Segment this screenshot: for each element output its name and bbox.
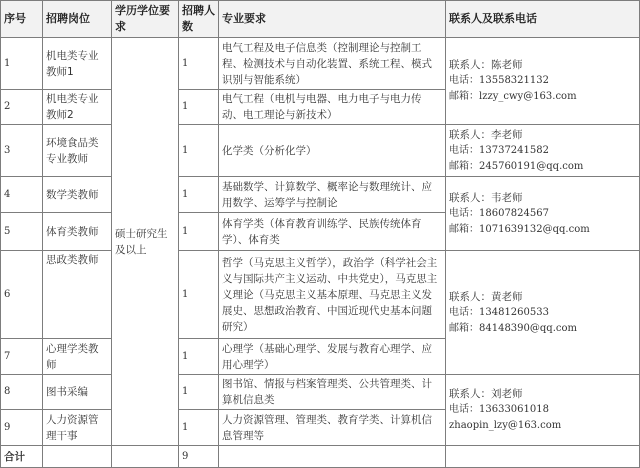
row-major: 心理学（基础心理学、发展与教育心理学、应用心理学） xyxy=(219,339,446,375)
table-row xyxy=(1,125,640,177)
row-count: 1 xyxy=(179,213,219,251)
total-empty-degree xyxy=(112,446,179,468)
row-index: 2 xyxy=(1,90,43,125)
header-contact: 联系人及联系电话 xyxy=(446,1,640,38)
row-major: 图书馆、情报与档案管理类、公共管理类、计算机信息类 xyxy=(219,375,446,410)
row-major: 电气工程及电子信息类（控制理论与控制工程、检测技术与自动化装置、系统工程、模式识别与智能系统） xyxy=(219,38,446,90)
contact-cell xyxy=(446,177,640,251)
header-row xyxy=(1,1,640,38)
row-index: 6 xyxy=(1,251,43,339)
row-major: 基础数学、计算数学、概率论与数理统计、应用数学、运筹学与控制论 xyxy=(219,177,446,213)
contact-name: 联系人：黄老师 xyxy=(449,290,523,303)
header-major: 专业要求 xyxy=(219,1,446,38)
contact-phone: 电话：13737241582 xyxy=(449,144,549,156)
row-count: 1 xyxy=(179,251,219,339)
row-position: 图书采编 xyxy=(43,375,112,410)
row-count: 1 xyxy=(179,375,219,410)
row-index: 3 xyxy=(1,125,43,177)
row-major: 体育学类（体育教育训练学、民族传统体育学）、体育类 xyxy=(219,213,446,251)
contact-phone: 电话：18607824567 xyxy=(449,207,549,219)
row-major: 哲学（马克思主义哲学），政治学（科学社会主义与国际共产主义运动、中共党史），马克思主义理论（马克思主义基本原理、马克思主义发展史、思想政治教育、中国近现代史基本问题研究） xyxy=(219,251,446,339)
total-empty-contact xyxy=(446,446,640,468)
row-index: 9 xyxy=(1,410,43,446)
table-row xyxy=(1,177,640,213)
row-index: 5 xyxy=(1,213,43,251)
row-position: 思政类教师 xyxy=(43,251,112,339)
contact-cell xyxy=(446,38,640,125)
total-label: 合计 xyxy=(1,446,43,468)
total-count: 9 xyxy=(179,446,219,468)
contact-phone: 电话：13558321132 xyxy=(449,75,549,86)
row-position: 体育类教师 xyxy=(43,213,112,251)
table-row xyxy=(1,375,640,410)
row-count: 1 xyxy=(179,339,219,375)
total-empty-position xyxy=(43,446,112,468)
row-index: 7 xyxy=(1,339,43,375)
row-position: 人力资源管理干事 xyxy=(43,410,112,446)
row-index: 1 xyxy=(1,38,43,90)
contact-phone: 电话：13633061018 xyxy=(449,404,549,415)
contact-cell xyxy=(446,125,640,177)
contact-email: 邮箱：84148390@qq.com xyxy=(449,322,577,334)
contact-cell xyxy=(446,375,640,446)
row-index: 8 xyxy=(1,375,43,410)
degree-requirement: 硕士研究生及以上 xyxy=(112,38,179,446)
contact-name: 联系人：陈老师 xyxy=(449,59,523,71)
contact-email: zhaopin_lzy@163.com xyxy=(449,420,562,431)
row-position: 数学类教师 xyxy=(43,177,112,213)
contact-email: 邮箱：245760191@qq.com xyxy=(449,160,584,172)
row-count: 1 xyxy=(179,90,219,125)
contact-email: 邮箱：lzzy_cwy@163.com xyxy=(449,91,577,102)
total-row xyxy=(1,446,640,468)
total-empty-major xyxy=(219,446,446,468)
header-count: 招聘人数 xyxy=(179,1,219,38)
contact-name: 联系人：刘老师 xyxy=(449,388,523,400)
row-major: 化学类（分析化学） xyxy=(219,125,446,177)
row-position: 环境食品类专业教师 xyxy=(43,125,112,177)
contact-name: 联系人：韦老师 xyxy=(449,191,523,204)
table-row xyxy=(1,38,640,90)
row-count: 1 xyxy=(179,177,219,213)
row-position: 机电类专业教师1 xyxy=(43,38,112,90)
row-count: 1 xyxy=(179,410,219,446)
row-position: 心理学类教师 xyxy=(43,339,112,375)
header-index: 序号 xyxy=(1,1,43,38)
contact-phone: 电话：13481260533 xyxy=(449,306,549,318)
contact-cell xyxy=(446,251,640,375)
row-index: 4 xyxy=(1,177,43,213)
row-count: 1 xyxy=(179,125,219,177)
contact-email: 邮箱：1071639132@qq.com xyxy=(449,223,590,235)
header-degree: 学历学位要求 xyxy=(112,1,179,38)
row-count: 1 xyxy=(179,38,219,90)
contact-name: 联系人：李老师 xyxy=(449,128,523,141)
row-major: 人力资源管理、管理类、教育学类、计算机信息管理等 xyxy=(219,410,446,446)
header-position: 招聘岗位 xyxy=(43,1,112,38)
row-major: 电气工程（电机与电器、电力电子与电力传动、电工理论与新技术） xyxy=(219,90,446,125)
table-row xyxy=(1,251,640,339)
row-position: 机电类专业教师2 xyxy=(43,90,112,125)
